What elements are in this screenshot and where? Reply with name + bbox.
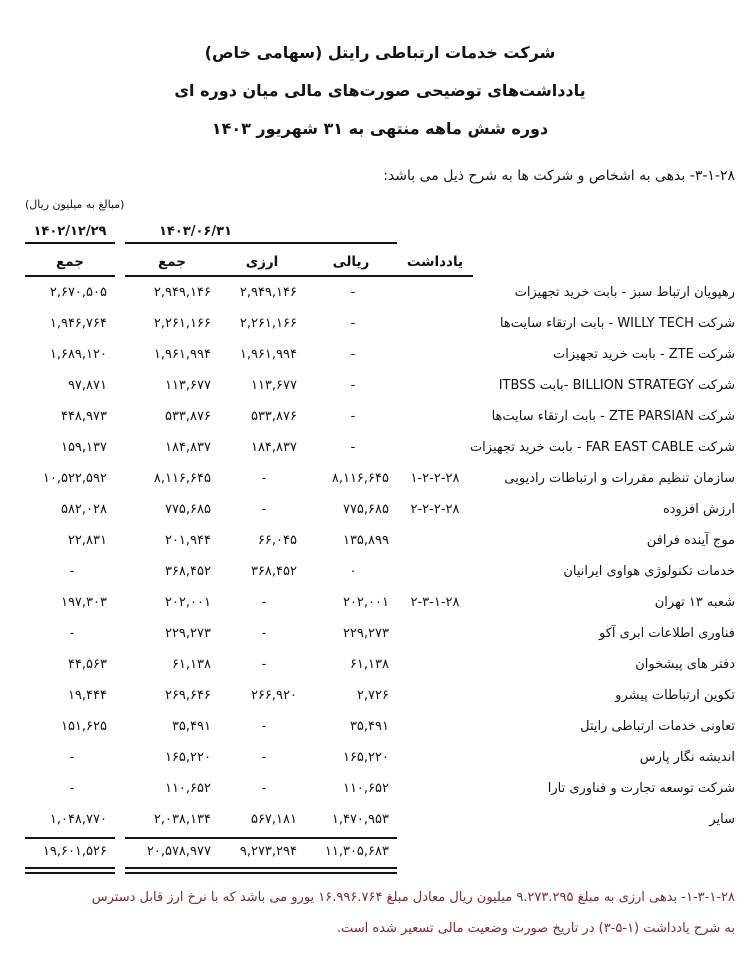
section-heading: ۳-۱-۲۸- بدهی به اشخاص و شرکت ها به شرح ذیل می باشد: <box>383 168 735 184</box>
cell-currency: - <box>261 657 267 672</box>
col-header-label-empty <box>473 272 735 277</box>
row-note: ۲-۲-۲-۲۸ <box>410 502 460 517</box>
row-label: اندیشه نگار پارس <box>639 750 735 765</box>
table-row <box>25 711 735 742</box>
col-header-note: یادداشت <box>397 254 473 277</box>
cell-currency: - <box>261 595 267 610</box>
cell-prior-total: ۹۷,۸۷۱ <box>67 378 107 393</box>
col-header-currency: ارزی <box>219 254 305 277</box>
prior-date: ۱۴۰۲/۱۲/۲۹ <box>25 224 115 244</box>
total-currency: ۹,۲۷۳,۲۹۴ <box>219 837 305 874</box>
table-row <box>25 587 735 618</box>
cell-currency: - <box>261 750 267 765</box>
cell-total: ۵۳۳,۸۷۶ <box>164 409 211 424</box>
table-row <box>25 618 735 649</box>
cell-total: ۲۰۱,۹۴۴ <box>164 533 211 548</box>
col-header-total: جمع <box>125 254 219 277</box>
row-label: فناوری اطلاعات ابری آکو <box>599 626 735 641</box>
cell-total: ۶۱,۱۳۸ <box>171 657 211 672</box>
cell-rial: ۲۰۲,۰۰۱ <box>342 595 389 610</box>
cell-currency: ۲,۹۴۹,۱۴۶ <box>239 285 297 300</box>
cell-currency: - <box>261 502 267 517</box>
table-row <box>25 556 735 587</box>
title-line-notes: یادداشت‌های توضیحی صورت‌های مالی میان دوره ای <box>174 81 586 100</box>
row-label: شرکت ZTE - بابت خرید تجهیزات <box>553 347 735 362</box>
cell-rial: - <box>350 440 356 455</box>
cell-rial: ۲,۷۲۶ <box>356 688 389 703</box>
cell-rial: ۱۱۰,۶۵۲ <box>342 781 389 796</box>
cell-total: ۲,۰۳۸,۱۳۴ <box>153 812 211 827</box>
cell-rial: - <box>350 316 356 331</box>
cell-prior-total: ۱۹۷,۳۰۳ <box>60 595 107 610</box>
cell-prior-total: ۱۰,۵۲۲,۵۹۲ <box>42 471 107 486</box>
cell-prior-total: ۲۲,۸۳۱ <box>67 533 107 548</box>
cell-prior-total: - <box>69 626 75 641</box>
cell-total: ۷۷۵,۶۸۵ <box>164 502 211 517</box>
cell-currency: - <box>261 781 267 796</box>
cell-prior-total: ۴۴,۵۶۳ <box>67 657 107 672</box>
row-note: ۱-۲-۲-۲۸ <box>410 471 460 486</box>
totals-note-empty <box>397 837 473 874</box>
cell-total: ۱۱۰,۶۵۲ <box>164 781 211 796</box>
cell-prior-total: ۱,۶۸۹,۱۲۰ <box>49 347 107 362</box>
row-label: شرکت WILLY TECH - بابت ارتقاء سایت‌ها <box>499 316 735 331</box>
units-note: (مبالغ به میلیون ریال) <box>25 198 125 211</box>
table-row <box>25 277 735 308</box>
row-label: شرکت ZTE PARSIAN - بابت ارتقاء سایت‌ها <box>491 409 735 424</box>
table-row <box>25 339 735 370</box>
cell-total: ۱۱۳,۶۷۷ <box>164 378 211 393</box>
row-label: تکوین ارتباطات پیشرو <box>615 688 735 703</box>
cell-total: ۳۵,۴۹۱ <box>171 719 211 734</box>
row-label: خدمات تکنولوژی هواوی ایرانیان <box>563 564 735 579</box>
table-row <box>25 401 735 432</box>
table-row <box>25 680 735 711</box>
cell-currency: ۲,۲۶۱,۱۶۶ <box>239 316 297 331</box>
row-label: شرکت توسعه تجارت و فناوری تارا <box>547 781 735 796</box>
cell-currency: ۵۶۷,۱۸۱ <box>250 812 297 827</box>
cell-total: ۳۶۸,۴۵۲ <box>164 564 211 579</box>
cell-rial: - <box>350 409 356 424</box>
cell-prior-total: ۱۵۹,۱۳۷ <box>60 440 107 455</box>
cell-prior-total: ۲,۶۷۰,۵۰۵ <box>49 285 107 300</box>
cell-prior-total: ۱,۰۴۸,۷۷۰ <box>49 812 107 827</box>
col-gap <box>115 272 125 277</box>
table-body <box>25 277 735 835</box>
cell-currency: ۲۶۶,۹۲۰ <box>250 688 297 703</box>
table-row <box>25 432 735 463</box>
header-row <box>25 244 735 277</box>
cell-currency: ۱,۹۶۱,۹۹۴ <box>239 347 297 362</box>
table-row <box>25 773 735 804</box>
cell-currency: ۱۸۴,۸۳۷ <box>250 440 297 455</box>
row-label: رهپویان ارتباط سبز - بابت خرید تجهیزات <box>514 285 735 300</box>
row-label: سازمان تنظیم مقررات و ارتباطات رادیویی <box>504 471 735 486</box>
cell-rial: ۱۳۵,۸۹۹ <box>342 533 389 548</box>
table-row <box>25 463 735 494</box>
footnote-line-1: ۱-۳-۱-۲۸- بدهی ارزی به مبلغ ۹.۲۷۳.۲۹۵ میلیون ریال معادل مبلغ ۱۶.۹۹۶.۷۶۴ یورو می باشد که با نرخ ارز قابل دسترس <box>91 890 735 905</box>
table-row <box>25 308 735 339</box>
title-line-company: شرکت خدمات ارتباطی رایتل (سهامی خاص) <box>204 43 556 62</box>
total-total: ۲۰,۵۷۸,۹۷۷ <box>125 837 219 874</box>
cell-prior-total: - <box>69 781 75 796</box>
document-header <box>25 34 735 148</box>
table-row <box>25 370 735 401</box>
col-header-rial: ریالی <box>305 254 397 277</box>
cell-rial: - <box>350 347 356 362</box>
row-label: سایر <box>709 812 735 827</box>
cell-rial: - <box>350 378 356 393</box>
cell-rial: ۱,۴۷۰,۹۵۳ <box>331 812 389 827</box>
footnote <box>25 882 735 944</box>
debts-table <box>25 217 735 874</box>
cell-total: ۲۲۹,۲۷۳ <box>164 626 211 641</box>
cell-rial: - <box>350 285 356 300</box>
cell-total: ۱,۹۶۱,۹۹۴ <box>153 347 211 362</box>
date-row <box>25 217 735 244</box>
row-label: دفتر های پیشخوان <box>635 657 735 672</box>
cell-prior-total: ۴۴۸,۹۷۳ <box>60 409 107 424</box>
col-gap <box>115 837 125 874</box>
current-date: ۱۴۰۳/۰۶/۳۱ <box>125 224 397 244</box>
table-row <box>25 804 735 835</box>
cell-currency: - <box>261 471 267 486</box>
cell-rial: ۶۱,۱۳۸ <box>349 657 389 672</box>
row-label: شرکت BILLION STRATEGY -بابت ITBSS <box>498 378 735 393</box>
cell-total: ۱۶۵,۲۲۰ <box>164 750 211 765</box>
total-prior: ۱۹,۶۰۱,۵۲۶ <box>25 837 115 874</box>
cell-rial: ۷۷۵,۶۸۵ <box>342 502 389 517</box>
table-row <box>25 742 735 773</box>
table-row <box>25 494 735 525</box>
col-header-prior-total: جمع <box>25 254 115 277</box>
totals-row <box>25 837 735 874</box>
row-label: موج آینده فرافن <box>646 533 735 548</box>
cell-currency: - <box>261 719 267 734</box>
cell-currency: ۵۳۳,۸۷۶ <box>250 409 297 424</box>
cell-total: ۲۶۹,۶۴۶ <box>164 688 211 703</box>
table-row <box>25 649 735 680</box>
cell-currency: ۳۶۸,۴۵۲ <box>250 564 297 579</box>
cell-prior-total: ۱,۹۴۶,۷۶۴ <box>49 316 107 331</box>
cell-rial: ۱۶۵,۲۲۰ <box>342 750 389 765</box>
totals-label-empty <box>473 837 735 874</box>
cell-prior-total: ۵۸۲,۰۲۸ <box>60 502 107 517</box>
row-label: شعبه ۱۳ تهران <box>654 595 735 610</box>
row-label: شرکت FAR EAST CABLE - بابت خرید تجهیزات <box>469 440 735 455</box>
row-label: ارزش افزوده <box>662 502 735 517</box>
table-row <box>25 525 735 556</box>
cell-currency: ۱۱۳,۶۷۷ <box>250 378 297 393</box>
cell-rial: ۸,۱۱۶,۶۴۵ <box>331 471 389 486</box>
title-line-period: دوره شش ماهه منتهی به ۳۱ شهریور ۱۴۰۳ <box>211 119 549 138</box>
row-label: تعاونی خدمات ارتباطی رایتل <box>580 719 735 734</box>
cell-rial: ۲۲۹,۲۷۳ <box>342 626 389 641</box>
cell-total: ۲۰۲,۰۰۱ <box>164 595 211 610</box>
footnote-line-2: به شرح یادداشت (۱-۵-۳) در تاریخ صورت وضعیت مالی تسعیر شده است. <box>336 921 735 936</box>
cell-prior-total: ۱۵۱,۶۲۵ <box>60 719 107 734</box>
cell-total: ۲,۹۴۹,۱۴۶ <box>153 285 211 300</box>
cell-prior-total: - <box>69 564 75 579</box>
cell-prior-total: ۱۹,۴۴۴ <box>67 688 107 703</box>
row-note: ۲-۳-۱-۲۸ <box>410 595 460 610</box>
cell-prior-total: - <box>69 750 75 765</box>
cell-currency: ۶۶,۰۴۵ <box>257 533 297 548</box>
cell-rial: ۰ <box>349 564 357 579</box>
cell-currency: - <box>261 626 267 641</box>
cell-total: ۱۸۴,۸۳۷ <box>164 440 211 455</box>
cell-total: ۲,۲۶۱,۱۶۶ <box>153 316 211 331</box>
cell-rial: ۳۵,۴۹۱ <box>349 719 389 734</box>
cell-total: ۸,۱۱۶,۶۴۵ <box>153 471 211 486</box>
total-rial: ۱۱,۳۰۵,۶۸۳ <box>305 837 397 874</box>
